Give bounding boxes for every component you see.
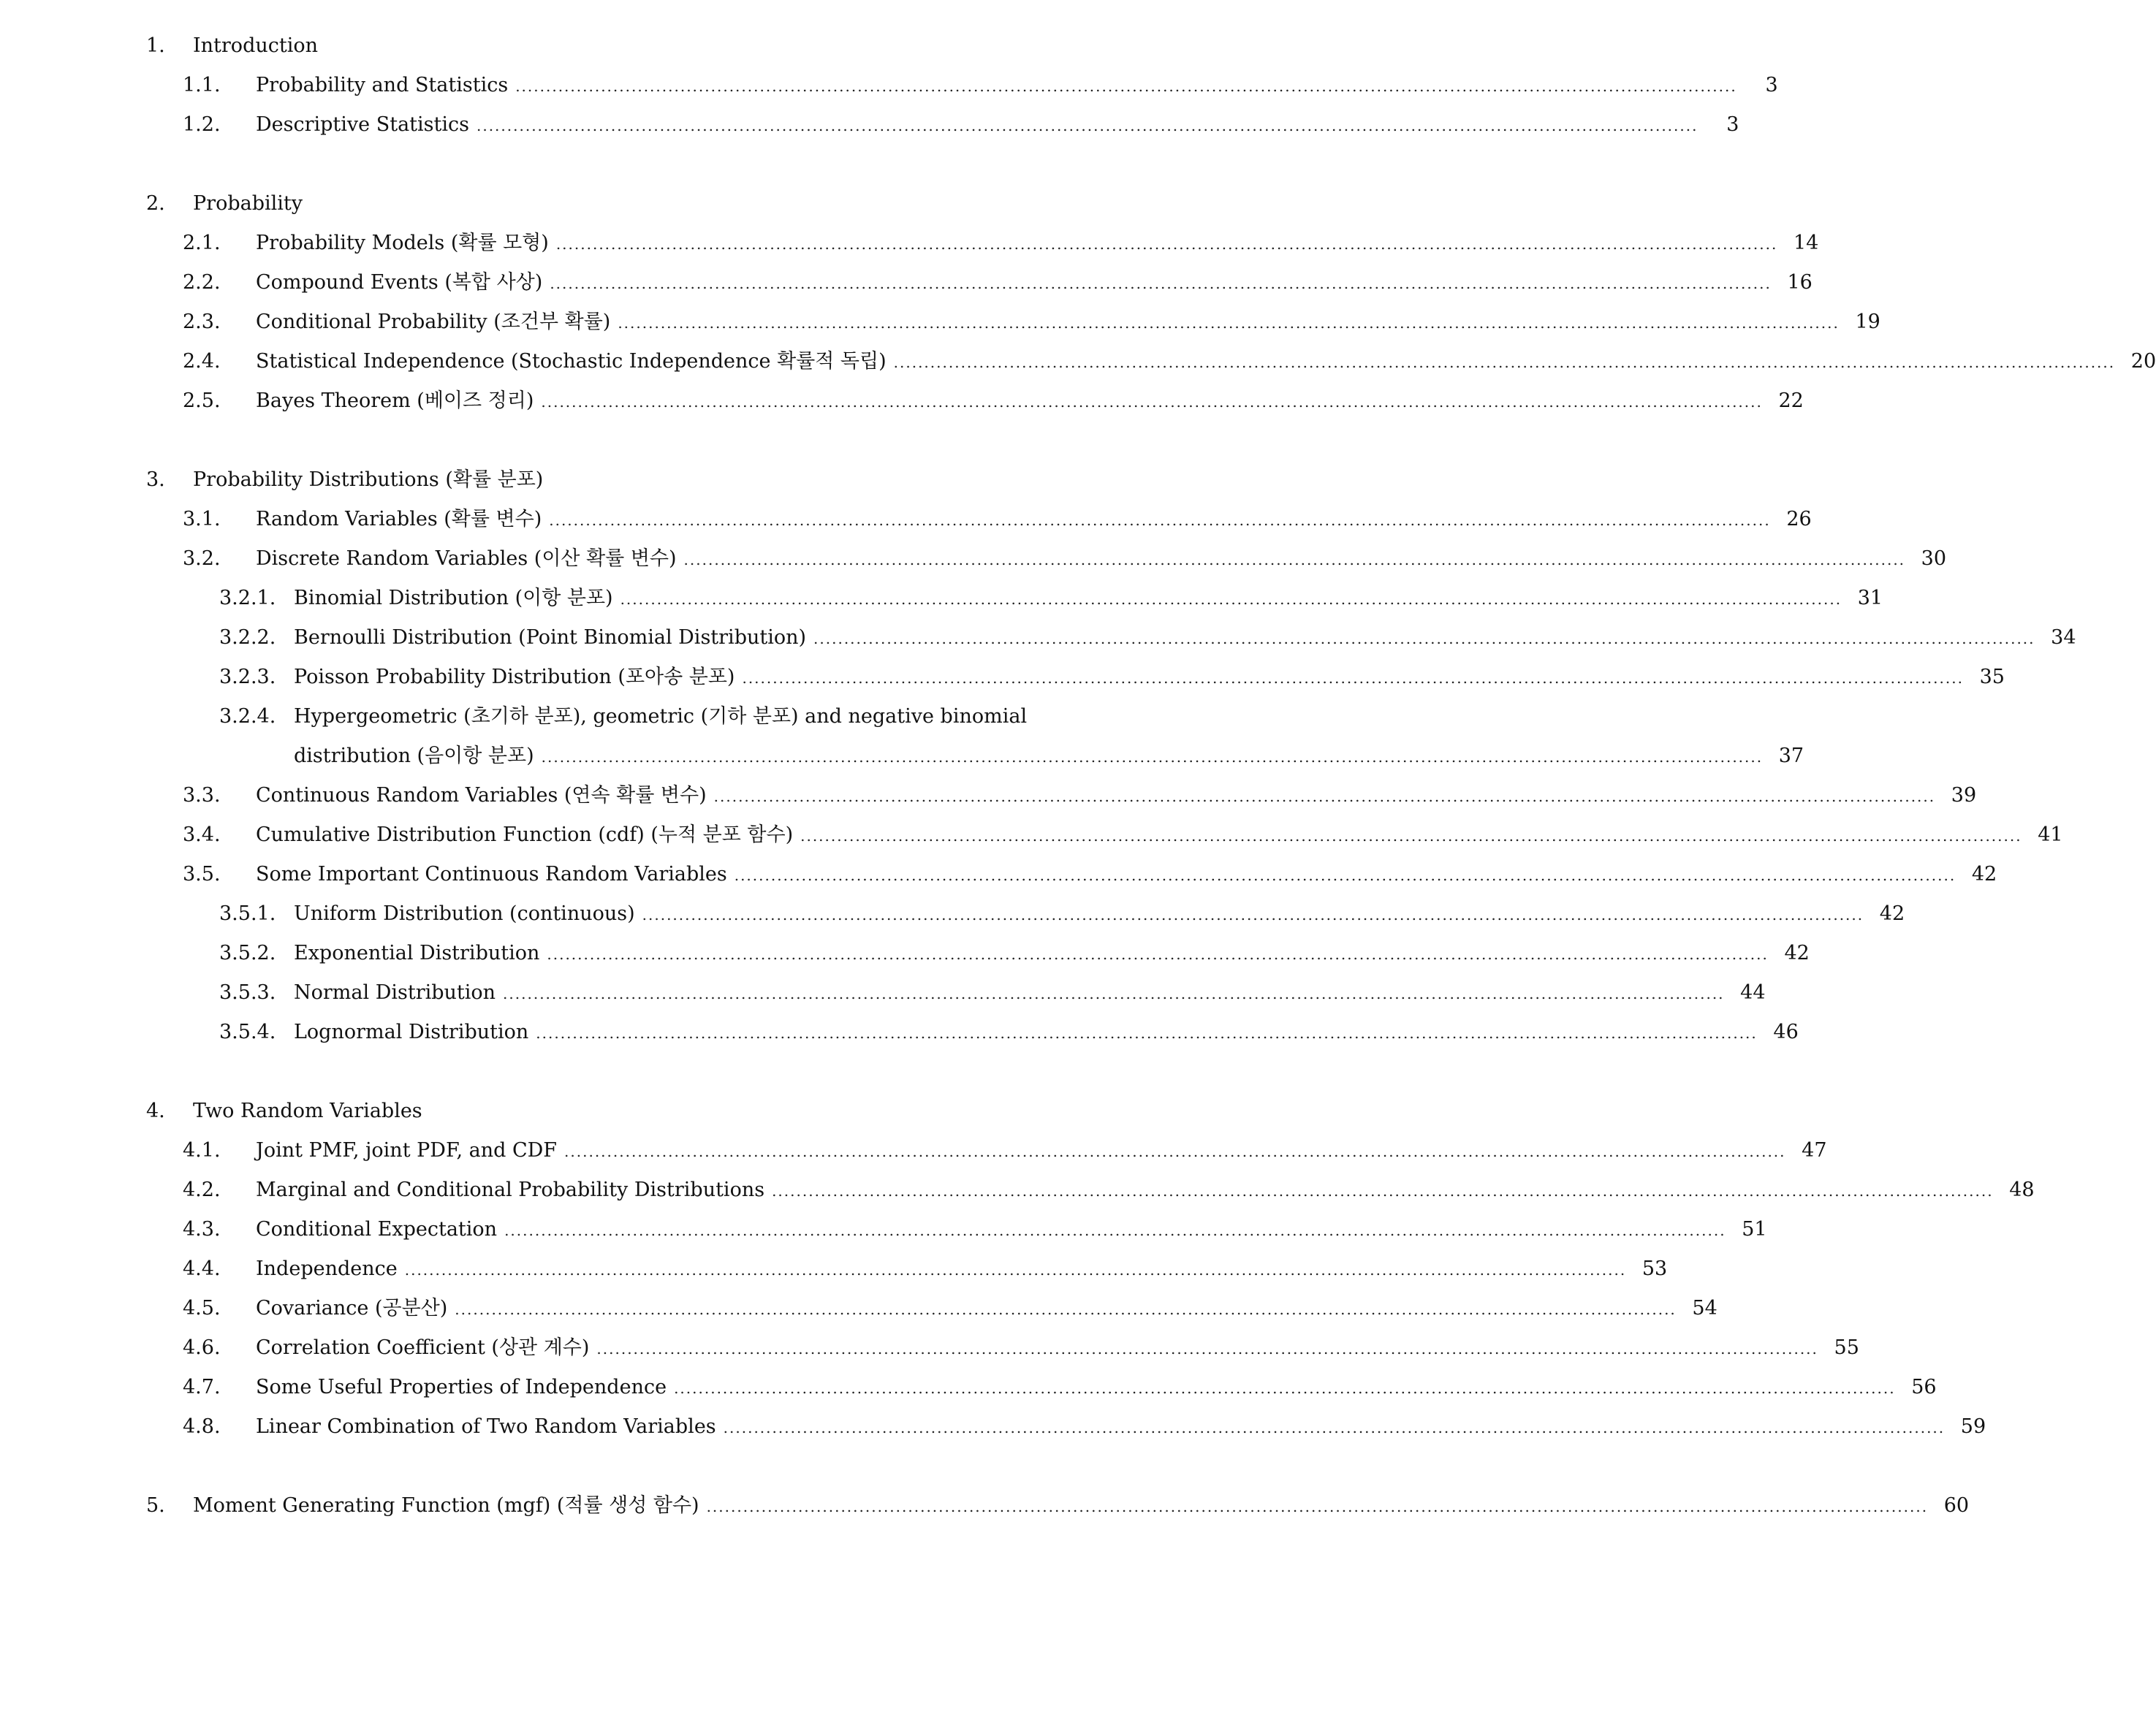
toc-entry[interactable] — [219, 976, 1766, 1010]
toc-entry-title: Conditional Probability (조건부 확률) — [256, 311, 611, 333]
toc-entry-title: Exponential Distribution — [294, 942, 540, 964]
toc-entry[interactable] — [146, 463, 1074, 497]
toc-entry-number: 4.2. — [183, 1179, 221, 1201]
toc-dot-leader: ........................................................................................................................................................................................................ — [515, 77, 1737, 95]
toc-entry[interactable] — [183, 1371, 1937, 1404]
toc-entry-number: 5. — [146, 1494, 165, 1517]
toc-entry-title: Cumulative Distribution Function (cdf) (누적 분포 함수) — [256, 823, 794, 846]
toc-entry-number: 2.1. — [183, 232, 221, 254]
toc-entry[interactable] — [183, 266, 1813, 300]
toc-dot-leader: ........................................................................................................................................................................................................ — [404, 1261, 1627, 1279]
toc-entry-number: 2.2. — [183, 271, 221, 294]
toc-entry-number: 2.5. — [183, 389, 221, 412]
toc-entry-page: 35 — [1979, 666, 2005, 688]
toc-entry-body — [256, 503, 1812, 537]
toc-entry-page: 51 — [1742, 1218, 1767, 1241]
toc-entry-body — [193, 1095, 1074, 1128]
toc-entry-page: 44 — [1740, 981, 1766, 1004]
toc-entry-number: 3.5.3. — [219, 981, 276, 1004]
toc-entry[interactable] — [183, 1292, 1717, 1325]
toc-entry-body — [256, 779, 1977, 813]
toc-entry-page: 30 — [1921, 547, 1947, 570]
toc-entry-page: 54 — [1692, 1297, 1717, 1320]
toc-entry-page: 48 — [2009, 1179, 2035, 1201]
toc-entry-page: 37 — [1778, 745, 1804, 767]
toc-entry-title: Binomial Distribution (이항 분포) — [294, 587, 613, 609]
toc-entry-page: 31 — [1857, 587, 1883, 609]
toc-entry-body — [294, 739, 1804, 774]
toc-dot-leader: ........................................................................................................................................................................................................ — [683, 551, 1906, 568]
toc-entry-page: 46 — [1773, 1021, 1799, 1043]
toc-dot-leader: ........................................................................................................................................................................................................ — [674, 1379, 1896, 1397]
toc-entry-number: 4.5. — [183, 1297, 221, 1320]
toc-entry-title: Probability and Statistics — [256, 74, 509, 96]
toc-dot-leader: ........................................................................................................................................................................................................ — [620, 590, 1842, 608]
toc-entry-number: 1.1. — [183, 74, 221, 96]
toc-entry-body — [256, 266, 1813, 300]
toc-entry[interactable] — [183, 542, 1947, 576]
toc-entry-title: Hypergeometric (초기하 분포), geometric (기하 분포) and negative binomial — [294, 705, 1028, 728]
toc-entry-number: 4.4. — [183, 1257, 221, 1280]
toc-entry-body — [193, 1489, 1970, 1523]
toc-dot-leader: ........................................................................................................................................................................................................ — [550, 275, 1772, 292]
toc-entry-title: distribution (음이항 분포) — [294, 745, 534, 767]
toc-entry-number: 4. — [146, 1100, 165, 1122]
toc-dot-leader: ........................................................................................................................................................................................................ — [564, 1143, 1786, 1160]
toc-dot-leader: ........................................................................................................................................................................................................ — [723, 1419, 1946, 1436]
toc-entry-page: 53 — [1641, 1257, 1668, 1280]
toc-dot-leader: ........................................................................................................................................................................................................ — [536, 1024, 1758, 1042]
toc-dot-leader: ........................................................................................................................................................................................................ — [800, 827, 2022, 845]
toc-entry-page: 22 — [1778, 389, 1804, 412]
toc-entry[interactable] — [183, 305, 1880, 339]
toc-entry[interactable] — [183, 227, 1819, 260]
toc-dot-leader: ........................................................................................................................................................................................................ — [549, 511, 1771, 529]
toc-entry-body — [294, 937, 1810, 971]
toc-entry-number: 2.3. — [183, 311, 221, 333]
toc-entry-number: 3.1. — [183, 508, 221, 530]
toc-dot-leader: ........................................................................................................................................................................................................ — [547, 945, 1769, 963]
toc-entry-page: 26 — [1786, 508, 1812, 530]
toc-entry-body — [193, 463, 1074, 497]
toc-dot-leader: ........................................................................................................................................................................................................ — [742, 669, 1964, 687]
toc-entry[interactable] — [183, 1331, 1859, 1365]
toc-entry-title: Independence — [256, 1257, 398, 1280]
toc-entry-page: 14 — [1793, 232, 1819, 254]
toc-entry-title: Normal Distribution — [294, 981, 496, 1004]
toc-entry[interactable] — [219, 700, 1074, 734]
toc-entry-number: 3.2.4. — [219, 705, 276, 728]
toc-entry-page: 59 — [1960, 1415, 1986, 1438]
toc-entry-body — [256, 384, 1804, 419]
toc-entry-title: Statistical Independence (Stochastic Independence 확률적 독립) — [256, 350, 887, 373]
toc-entry-body — [256, 305, 1880, 340]
toc-entry-body — [294, 700, 1074, 734]
toc-entry-number: 3.2.3. — [219, 666, 276, 688]
toc-entry[interactable] — [183, 1173, 2035, 1207]
toc-entry-page: 55 — [1834, 1336, 1859, 1359]
toc-entry-body — [256, 1173, 2035, 1208]
toc-entry[interactable] — [183, 1213, 1767, 1246]
toc-entry-number: 4.6. — [183, 1336, 221, 1359]
toc-dot-leader: ........................................................................................................................................................................................................ — [706, 1498, 1929, 1515]
toc-entry-page: 20 — [2130, 350, 2156, 373]
toc-entry-body — [294, 661, 2005, 695]
toc-entry-body — [256, 1331, 1859, 1366]
toc-dot-leader: ........................................................................................................................................................................................................ — [713, 788, 1936, 805]
toc-entry[interactable] — [146, 29, 1074, 63]
toc-entry-title: Correlation Coefficient (상관 계수) — [256, 1336, 590, 1359]
toc-entry-title: Joint PMF, joint PDF, and CDF — [256, 1139, 558, 1162]
toc-entry-title: Lognormal Distribution — [294, 1021, 529, 1043]
toc-dot-leader: ........................................................................................................................................................................................................ — [541, 393, 1763, 411]
toc-entry[interactable] — [183, 108, 1739, 142]
toc-entry-body — [294, 897, 1905, 932]
toc-entry-title: Covariance (공분산) — [256, 1297, 448, 1320]
toc-dot-leader: ........................................................................................................................................................................................................ — [504, 1222, 1726, 1239]
toc-entry-title: Two Random Variables — [193, 1100, 422, 1122]
toc-entry[interactable] — [183, 818, 2063, 852]
toc-entry-title: Random Variables (확률 변수) — [256, 508, 542, 530]
toc-entry-body — [256, 542, 1947, 576]
toc-entry[interactable] — [146, 187, 1074, 221]
toc-entry-title: Some Important Continuous Random Variables — [256, 863, 727, 886]
toc-entry[interactable] — [183, 345, 2156, 378]
toc-entry-body — [256, 69, 1778, 103]
toc-entry-number: 4.3. — [183, 1218, 221, 1241]
toc-entry-page: 42 — [1971, 863, 1997, 886]
toc-entry-body — [256, 1134, 1827, 1168]
toc-entry-number: 3.5.2. — [219, 942, 276, 964]
toc-dot-leader: ........................................................................................................................................................................................................ — [618, 314, 1840, 332]
toc-entry-page: 42 — [1879, 902, 1905, 925]
toc-entry-body — [294, 621, 2076, 655]
toc-entry-title: Marginal and Conditional Probability Distributions — [256, 1179, 765, 1201]
toc-dot-leader: ........................................................................................................................................................................................................ — [893, 354, 2116, 371]
toc-entry-body — [256, 858, 1997, 892]
toc-entry-title: Discrete Random Variables (이산 확률 변수) — [256, 547, 677, 570]
toc-entry[interactable] — [219, 937, 1810, 970]
toc-entry-number: 3. — [146, 468, 165, 491]
toc-entry-body — [193, 187, 1074, 221]
toc-entry-title: Probability Distributions (확률 분포) — [193, 468, 544, 491]
toc-entry-title: Continuous Random Variables (연속 확률 변수) — [256, 784, 707, 807]
toc-entry[interactable] — [219, 1016, 1799, 1049]
toc-entry[interactable] — [219, 661, 2005, 694]
toc-entry[interactable] — [219, 582, 1883, 615]
toc-entry-page: 39 — [1951, 784, 1977, 807]
toc-entry-number: 4.7. — [183, 1376, 221, 1398]
toc-entry-body — [193, 29, 1074, 63]
toc-entry-title: Bernoulli Distribution (Point Binomial Distribution) — [294, 626, 807, 649]
toc-entry-title: Introduction — [193, 34, 318, 57]
toc-entry-title: Some Useful Properties of Independence — [256, 1376, 667, 1398]
toc-dot-leader: ........................................................................................................................................................................................................ — [642, 906, 1864, 924]
toc-entry[interactable] — [183, 1252, 1668, 1286]
toc-entry[interactable] — [219, 621, 2076, 655]
toc-entry[interactable] — [183, 779, 1977, 812]
toc-entry-number: 3.2.1. — [219, 587, 276, 609]
toc-entry-title: Linear Combination of Two Random Variables — [256, 1415, 716, 1438]
toc-entry[interactable] — [146, 1095, 1074, 1128]
toc-entry-page: 41 — [2038, 823, 2063, 846]
toc-entry-page: 3 — [1765, 74, 1778, 96]
toc-entry-number: 3.2. — [183, 547, 221, 570]
toc-entry[interactable] — [183, 858, 1997, 891]
toc-entry-body — [256, 1252, 1668, 1287]
toc-entry-number: 1.2. — [183, 113, 221, 136]
toc-dot-leader: ........................................................................................................................................................................................................ — [541, 748, 1764, 766]
toc-entry-number: 4.1. — [183, 1139, 221, 1162]
toc-entry-body — [256, 108, 1739, 142]
toc-entry-body — [256, 818, 2063, 853]
toc-entry-body — [256, 1292, 1717, 1326]
toc-entry[interactable] — [183, 1134, 1827, 1168]
toc-entry-number: 1. — [146, 34, 165, 57]
toc-entry-title: Moment Generating Function (mgf) (적률 생성 함수) — [193, 1494, 699, 1517]
toc-entry-body — [294, 976, 1766, 1010]
toc-dot-leader: ........................................................................................................................................................................................................ — [503, 985, 1725, 1002]
toc-entry-number: 3.5. — [183, 863, 221, 886]
toc-entry-body — [256, 227, 1819, 261]
toc-entry-page: 16 — [1787, 271, 1813, 294]
toc-entry-page: 60 — [1943, 1494, 1970, 1517]
toc-entry-title: Conditional Expectation — [256, 1218, 498, 1241]
toc-entry-title: Probability — [193, 192, 303, 215]
toc-entry-body — [294, 582, 1883, 616]
toc-entry-page: 42 — [1784, 942, 1810, 964]
toc-entry-body — [256, 1213, 1767, 1247]
toc-entry-body — [294, 1016, 1799, 1050]
toc-entry-title: Poisson Probability Distribution (포아송 분포) — [294, 666, 735, 688]
toc-entry-number: 3.2.2. — [219, 626, 276, 649]
toc-entry-title: Compound Events (복합 사상) — [256, 271, 543, 294]
toc-entry[interactable] — [183, 384, 1804, 418]
toc-entry[interactable] — [146, 1489, 1970, 1523]
toc-dot-leader: ........................................................................................................................................................................................................ — [555, 235, 1778, 253]
toc-entry-number: 3.3. — [183, 784, 221, 807]
toc-entry-body — [256, 1371, 1937, 1405]
toc-entry-number: 2. — [146, 192, 165, 215]
toc-dot-leader: ........................................................................................................................................................................................................ — [813, 630, 2035, 647]
toc-entry-number: 4.8. — [183, 1415, 221, 1438]
toc-entry-title: Probability Models (확률 모형) — [256, 232, 549, 254]
toc-dot-leader: ........................................................................................................................................................................................................ — [476, 117, 1698, 134]
toc-entry-page: 56 — [1911, 1376, 1937, 1398]
toc-dot-leader: ........................................................................................................................................................................................................ — [455, 1301, 1677, 1318]
toc-entry-number: 3.5.4. — [219, 1021, 276, 1043]
toc-entry-title: Descriptive Statistics — [256, 113, 469, 136]
toc-dot-leader: ........................................................................................................................................................................................................ — [596, 1340, 1818, 1358]
toc-entry[interactable] — [183, 69, 1778, 102]
toc-entry-page: 34 — [2051, 626, 2076, 649]
toc-entry-page: 47 — [1802, 1139, 1827, 1162]
toc-entry[interactable] — [183, 503, 1812, 536]
toc-entry-page: 19 — [1855, 311, 1880, 333]
toc-entry-number: 3.4. — [183, 823, 221, 846]
toc-entry-body — [256, 345, 2156, 379]
toc-entry[interactable] — [219, 897, 1905, 931]
toc-dot-leader: ........................................................................................................................................................................................................ — [772, 1182, 1994, 1200]
toc-dot-leader: ........................................................................................................................................................................................................ — [734, 867, 1956, 884]
toc-entry[interactable] — [219, 739, 1804, 773]
toc-entry-page: 3 — [1726, 113, 1739, 136]
toc-entry-number: 3.5.1. — [219, 902, 276, 925]
toc-entry-number: 2.4. — [183, 350, 221, 373]
toc-entry-title: Bayes Theorem (베이즈 정리) — [256, 389, 534, 412]
toc-entry[interactable] — [183, 1410, 1986, 1444]
toc-entry-body — [256, 1410, 1986, 1445]
toc-entry-title: Uniform Distribution (continuous) — [294, 902, 635, 925]
